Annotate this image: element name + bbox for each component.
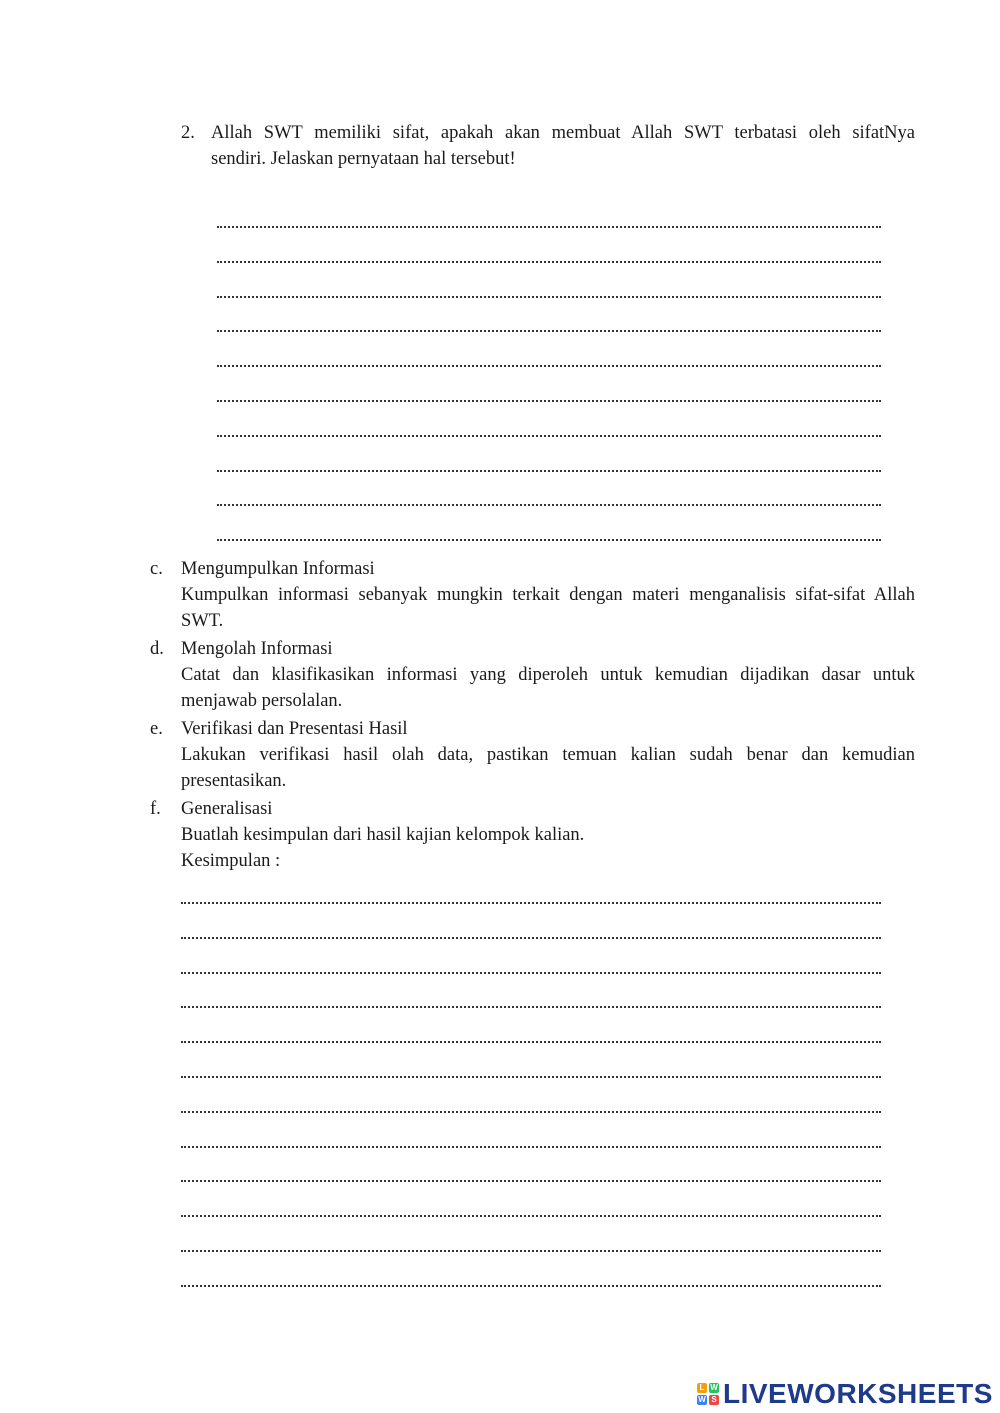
answer-line[interactable] bbox=[217, 492, 881, 506]
liveworksheets-logo bbox=[697, 1377, 993, 1411]
section-c-body: Kumpulkan informasi sebanyak mungkin terkait dengan materi menganalisis sifat-sifat Allah SWT. bbox=[181, 585, 915, 631]
answer-line[interactable] bbox=[181, 1099, 881, 1113]
section-d-body: Catat dan klasifikasikan informasi yang diperoleh untuk kemudian dijadikan dasar untuk menjawab persolalan. bbox=[181, 665, 915, 711]
answer-line[interactable] bbox=[217, 318, 881, 332]
section-f-heading: Generalisasi bbox=[181, 799, 273, 819]
section-f-body: Buatlah kesimpulan dari hasil kajian kelompok kalian. bbox=[181, 825, 585, 845]
answer-line[interactable] bbox=[181, 1203, 881, 1217]
logo-mark-cell: W bbox=[698, 1395, 706, 1404]
answer-line[interactable] bbox=[217, 527, 881, 541]
answer-line[interactable] bbox=[181, 1029, 881, 1043]
section-e-letter: e. bbox=[150, 719, 163, 739]
section-e-heading: Verifikasi dan Presentasi Hasil bbox=[181, 719, 408, 739]
logo-text: LIVEWORKSHEETS bbox=[723, 1378, 993, 1409]
answer-line[interactable] bbox=[181, 1134, 881, 1148]
section-d-letter: d. bbox=[150, 639, 164, 659]
answer-line[interactable] bbox=[181, 1064, 881, 1078]
answer-line[interactable] bbox=[181, 925, 881, 939]
section-f-letter: f. bbox=[150, 799, 161, 819]
conclusion-label: Kesimpulan : bbox=[181, 851, 281, 871]
answer-line[interactable] bbox=[181, 994, 881, 1008]
logo-mark-cell: L bbox=[697, 1383, 707, 1393]
section-d-heading: Mengolah Informasi bbox=[181, 639, 333, 659]
answer-line[interactable] bbox=[217, 214, 881, 228]
logo-mark-icon bbox=[697, 1383, 719, 1405]
answer-line[interactable] bbox=[181, 1238, 881, 1252]
answer-line[interactable] bbox=[181, 1168, 881, 1182]
answer-line[interactable] bbox=[181, 890, 881, 904]
answer-line[interactable] bbox=[217, 388, 881, 402]
answer-line[interactable] bbox=[181, 1273, 881, 1287]
section-e-body: Lakukan verifikasi hasil olah data, pastikan temuan kalian sudah benar dan kemudian presentasikan. bbox=[181, 745, 915, 791]
answer-line[interactable] bbox=[217, 423, 881, 437]
question-text-line2: sendiri. Jelaskan pernyataan hal tersebut! bbox=[211, 149, 516, 169]
question-number: 2. bbox=[181, 123, 195, 143]
answer-line[interactable] bbox=[217, 284, 881, 298]
answer-line[interactable] bbox=[217, 249, 881, 263]
question-text-line1: Allah SWT memiliki sifat, apakah akan membuat Allah SWT terbatasi oleh sifatNya bbox=[211, 123, 915, 143]
answer-line[interactable] bbox=[217, 353, 881, 367]
section-c-letter: c. bbox=[150, 559, 163, 579]
answer-line[interactable] bbox=[217, 458, 881, 472]
section-c-heading: Mengumpulkan Informasi bbox=[181, 559, 375, 579]
logo-mark-cell: W bbox=[710, 1383, 718, 1392]
answer-line[interactable] bbox=[181, 960, 881, 974]
logo-mark-cell: S bbox=[709, 1395, 719, 1405]
